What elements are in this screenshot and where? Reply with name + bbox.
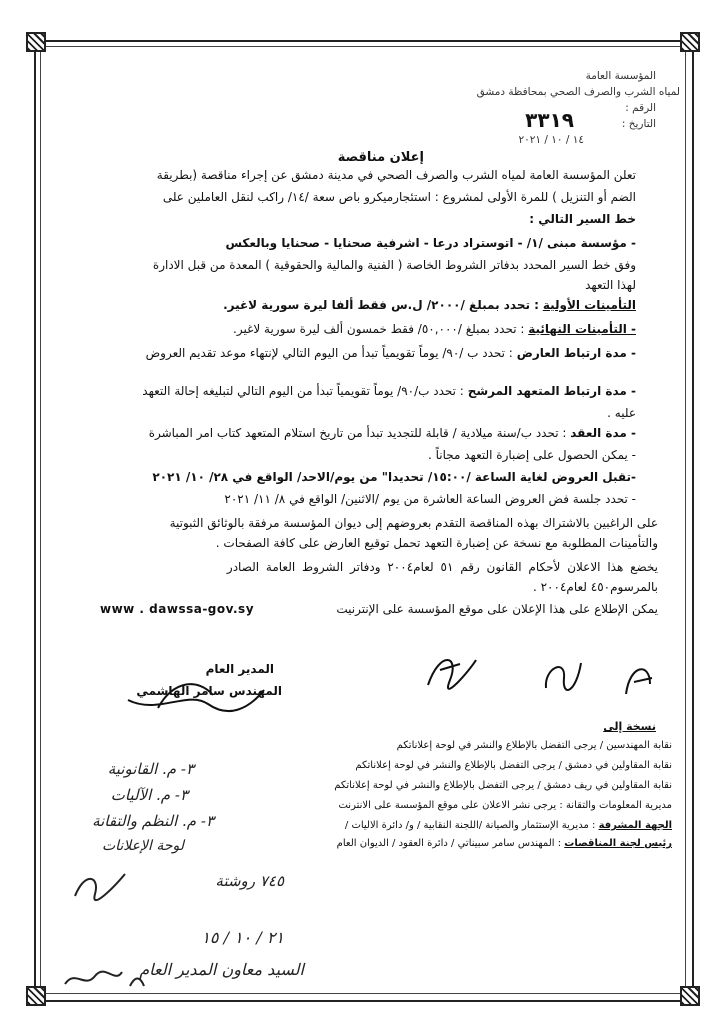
committee-label: رئيس لجنة المناقصات	[564, 838, 672, 849]
supervisor-line	[345, 820, 672, 831]
handwritten-date: ٢١ / ١٠ / ١٥	[201, 928, 284, 947]
initials-mark	[620, 654, 660, 700]
copies-item: نقابة المقاولين في دمشق / يرجى التفضل بالإطلاع والنشر في لوحة إعلاناتكم	[355, 760, 672, 771]
nominee-commitment-label: - مدة ارتباط المتعهد المرشح	[467, 384, 636, 398]
submission-line-2: والتأمينات المطلوبة مع نسخة عن إضبارة التعهد تحمل توقيع العارض على كافة الصفحات .	[215, 536, 658, 550]
copies-item: نقابة المقاولين في ريف دمشق / يرجى التفضل بالإطلاع والنشر في لوحة إعلاناتكم	[334, 780, 672, 791]
initials-mark	[536, 648, 586, 698]
law-line-2: بالمرسوم٤٥٠ لعام٢٠٠٤ .	[532, 580, 658, 594]
initial-insurance-text: : تحدد بمبلغ /٢٠٠٠/ ل.س فقط ألفا ليرة سورية لاغير.	[223, 298, 539, 312]
handwritten-note: لوحة الإعلانات	[101, 838, 184, 854]
initials-mark	[420, 640, 480, 700]
handwritten-note: ٣- م. الآليات	[110, 786, 188, 804]
final-insurance-label: - التأمينات النهائية	[528, 322, 636, 336]
intro-line-1: تعلن المؤسسة العامة لمياه الشرب والصرف الصحي في مدينة دمشق عن إجراء مناقصة (بطريقة	[156, 168, 636, 182]
org-name-line2: لمياه الشرب والصرف الصحي بمحافظة دمشق	[476, 86, 680, 98]
free-copy-note: - يمكن الحصول على إضبارة التعهد مجاناً .	[427, 448, 636, 462]
director-signature	[118, 660, 268, 720]
route-line: - مؤسسة مبنى /١/ - اتوستراد درعا - اشرفية صحنايا - صحنايا وبالعكس	[225, 236, 636, 250]
date-label: التاريخ :	[621, 118, 656, 130]
initial-insurance-label: التأمينات الأولية	[542, 298, 636, 312]
final-insurance-text: : تحدد بمبلغ /٥٠,٠٠٠/ فقط خمسون ألف ليرة سورية لاغير.	[233, 322, 525, 336]
handwritten-note: ٣- م. القانونية	[107, 760, 194, 778]
initial-insurance	[223, 298, 636, 312]
bidder-commitment	[146, 346, 636, 360]
page-title: إعلان مناقصة	[337, 150, 424, 165]
supervisor-label: الجهة المشرفة	[598, 820, 672, 831]
number-label: الرقم :	[625, 102, 656, 114]
copies-item: نقابة المهندسين / يرجى التفضل بالإطلاع والنشر في لوحة إعلاناتكم	[396, 740, 672, 751]
submission-line-1: على الراغبين بالاشتراك بهذه المناقصة التقدم بعروضهم إلى ديوان المؤسسة مرفقة بالوثائق الثبوتية	[169, 516, 658, 530]
copies-heading: نسخة إلى	[603, 720, 656, 733]
border-corner-ornament	[26, 32, 46, 52]
intro-line-3: خط السير التالي :	[529, 212, 636, 226]
opening-session: - تحدد جلسة فض العروض الساعة العاشرة من يوم /الاثنين/ الواقع في ٨/ ١١/ ٢٠٢١	[224, 492, 636, 506]
nominee-commitment	[142, 384, 636, 398]
law-line-1: يخضع هذا الاعلان لأحكام القانون رقم ٥١ لعام٢٠٠٤ ودفاتر الشروط العامة الصادر	[226, 560, 658, 574]
route-terms-2: لهذا التعهد	[585, 278, 636, 292]
committee-text: : المهندس سامر سبيناتي / دائرة العقود / الديوان العام	[336, 838, 562, 849]
bidder-commitment-label: - مدة ارتباط العارض	[516, 346, 636, 360]
org-name-line1: المؤسسة العامة	[585, 70, 656, 82]
handwritten-initials	[70, 866, 130, 906]
intro-line-2: الضم أو التنزيل ) للمرة الأولى لمشروع : استئجارميكرو باص سعة /١٤/ راكب لنقل العاملين على	[162, 190, 636, 204]
copies-item: مديرية المعلومات والتقانة : يرجى نشر الاعلان على موقع المؤسسة على الانترنت	[338, 800, 672, 811]
route-terms-1: وفق خط السير المحدد بدفاتر الشروط الخاصة ( الفنية والمالية والحقوقية ) المعدة من قبل الادارة	[152, 258, 636, 272]
signature-title: المدير العام	[205, 662, 274, 676]
nominee-commitment-cont: عليه .	[607, 406, 636, 420]
handwritten-note: ٣- م. النظم والتقانة	[92, 812, 214, 830]
submission-deadline: -تقبل العروض لغاية الساعة /١٥:٠٠/ تحديدا" من يوم/الاحد/ الواقع في ٢٨/ ١٠/ ٢٠٢١	[152, 470, 636, 484]
contract-duration-text: : تحدد ب/سنة ميلادية / قابلة للتجديد تبدأ من تاريخ استلام المتعهد كتاب امر المباشرة	[148, 426, 567, 440]
contract-duration	[149, 426, 636, 440]
border-corner-ornament	[680, 32, 700, 52]
handwritten-bottom-note: السيد معاون المدير العام	[139, 960, 304, 979]
handwritten-scribble	[60, 964, 150, 994]
signature-name: المهندس سامر الهاشمي	[136, 684, 282, 698]
border-corner-ornament	[680, 986, 700, 1006]
handwritten-reference: ٧٤٥ روشتة	[215, 872, 284, 890]
contract-duration-label: - مدة العقد	[570, 426, 636, 440]
reference-number: ٣٣١٩	[525, 108, 574, 132]
bidder-commitment-text: : تحدد ب /٩٠/ يوماً تقويمياً تبدأ من اليوم التالي لإنتهاء موعد تقديم العروض	[145, 346, 513, 360]
supervisor-text: : مديرية الإستثمار والصيانة /اللجنة النقابية / و/ دائرة الاليات /	[344, 820, 596, 831]
final-insurance	[233, 322, 636, 336]
document-date: ١٤ / ١٠ / ٢٠٢١	[518, 134, 584, 146]
committee-line	[337, 838, 672, 849]
online-notice: يمكن الإطلاع على هذا الإعلان على موقع المؤسسة على الإنترنيت	[336, 602, 658, 616]
nominee-commitment-text: : تحدد ب/٩٠/ يوماً تقويمياً تبدأ من اليوم التالي لتبليغه إحالة التعهد	[142, 384, 464, 398]
border-corner-ornament	[26, 986, 46, 1006]
website-url: www . dawssa-gov.sy	[100, 602, 255, 616]
